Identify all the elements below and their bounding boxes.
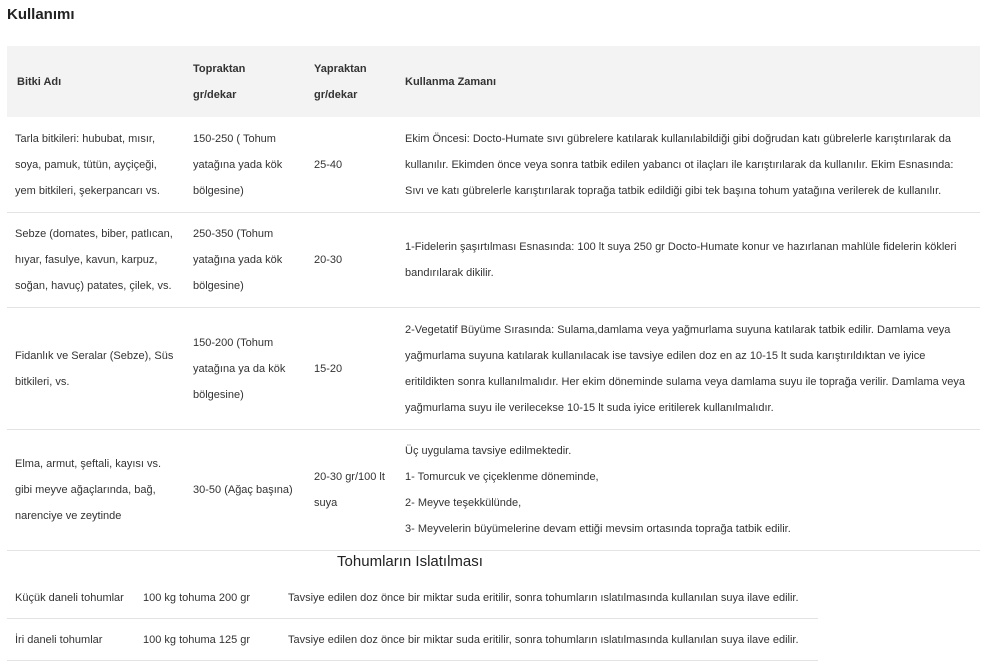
table-row — [7, 213, 980, 308]
cell-seed: İri daneli tohumlar — [7, 619, 135, 661]
table-row — [7, 430, 980, 551]
cell-soil: 150-250 ( Tohum yatağına yada kök bölgesine) — [185, 117, 306, 213]
cell-leaf: 25-40 — [306, 117, 397, 213]
cell-plant: Tarla bitkileri: hububat, mısır, soya, pamuk, tütün, ayçiçeği, yem bitkileri, şekerpancarı vs. — [7, 117, 185, 213]
table-row — [7, 577, 818, 619]
usage-table-header-row — [7, 46, 980, 117]
cell-plant: Sebze (domates, biber, patlıcan, hıyar, fasulye, kavun, karpuz, soğan, havuç) patates, çilek, vs. — [7, 213, 185, 308]
cell-note: Tavsiye edilen doz önce bir miktar suda eritilir, sonra tohumların ıslatılmasında kullanılan suya ilave edilir. — [280, 577, 818, 619]
header-leaf — [306, 46, 397, 117]
cell-time: 1-Fidelerin şaşırtılması Esnasında: 100 lt suya 250 gr Docto-Humate konur ve hazırlanan mahlüle fidelerin kökleri bandırılarak dikilir. — [397, 213, 980, 308]
cell-dose: 100 kg tohuma 200 gr — [135, 577, 280, 619]
cell-soil: 30-50 (Ağaç başına) — [185, 430, 306, 551]
cell-note: Tavsiye edilen doz önce bir miktar suda eritilir, sonra tohumların ıslatılmasında kullanılan suya ilave edilir. — [280, 619, 818, 661]
table-row — [7, 619, 818, 661]
cell-soil: 150-200 (Tohum yatağına ya da kök bölgesine) — [185, 308, 306, 430]
cell-leaf: 20-30 gr/100 lt suya — [306, 430, 397, 551]
cell-leaf: 20-30 — [306, 213, 397, 308]
header-plant: Bitki Adı — [17, 75, 62, 88]
header-time: Kullanma Zamanı — [405, 75, 497, 88]
table-row — [7, 117, 980, 213]
section-title-seed-soaking: Tohumların Islatılması — [337, 553, 483, 570]
header-soil-line2: gr/dekar — [193, 88, 237, 101]
time-line: 1- Tomurcuk ve çiçeklenme döneminde, — [405, 471, 599, 483]
cell-soil: 250-350 (Tohum yatağına yada kök bölgesine) — [185, 213, 306, 308]
time-line: 3- Meyvelerin büyümelerine devam ettiği mevsim ortasında toprağa tatbik edilir. — [405, 523, 791, 535]
cell-plant: Elma, armut, şeftali, kayısı vs. gibi meyve ağaçlarında, bağ, narenciye ve zeytinde — [7, 430, 185, 551]
table-row — [7, 308, 980, 430]
header-soil-line1: Topraktan — [193, 62, 246, 75]
usage-table — [7, 46, 980, 551]
cell-time: Ekim Öncesi: Docto-Humate sıvı gübrelere katılarak kullanılabildiği gibi doğrudan katı gübrelerle karıştırılarak da kullanılır. Ekimden önce veya sonra tatbik edilen yabancı ot ilaçları ile karıştırılarak da kullanılır. Ekim Esnasında: Sıvı ve katı gübrelerle karıştırılarak toprağa tatbik edildiği gibi tek başına tohum yatağına verilerek de kullanılır. — [397, 117, 980, 213]
cell-plant: Fidanlık ve Seralar (Sebze), Süs bitkileri, vs. — [7, 308, 185, 430]
time-line: 2- Meyve teşekkülünde, — [405, 497, 522, 509]
cell-leaf: 15-20 — [306, 308, 397, 430]
header-leaf-line2: gr/dekar — [314, 88, 358, 101]
cell-time — [397, 430, 980, 551]
cell-seed: Küçük daneli tohumlar — [7, 577, 135, 619]
time-line: Üç uygulama tavsiye edilmektedir. — [405, 445, 572, 457]
page-title: Kullanımı — [7, 6, 75, 23]
header-leaf-line1: Yapraktan — [314, 62, 367, 75]
cell-time: 2-Vegetatif Büyüme Sırasında: Sulama,damlama veya yağmurlama suyuna katılarak tatbik edilir. Damlama veya yağmurlama suyuna katılarak kullanılacak ise tavsiye edilen doz en az 10-15 lt suda karıştırıldıktan ve iyice eritildikten sonra kullanılmalıdır. Her ekim döneminde sulama veya damlama suyu ile toprağa verilir. Damlama veya yağmurlama suyu ile verilecekse 10-15 lt suda iyice eritilerek kullanılmalıdır. — [397, 308, 980, 430]
seed-soaking-table — [7, 577, 818, 661]
header-soil — [185, 46, 306, 117]
cell-dose: 100 kg tohuma 125 gr — [135, 619, 280, 661]
